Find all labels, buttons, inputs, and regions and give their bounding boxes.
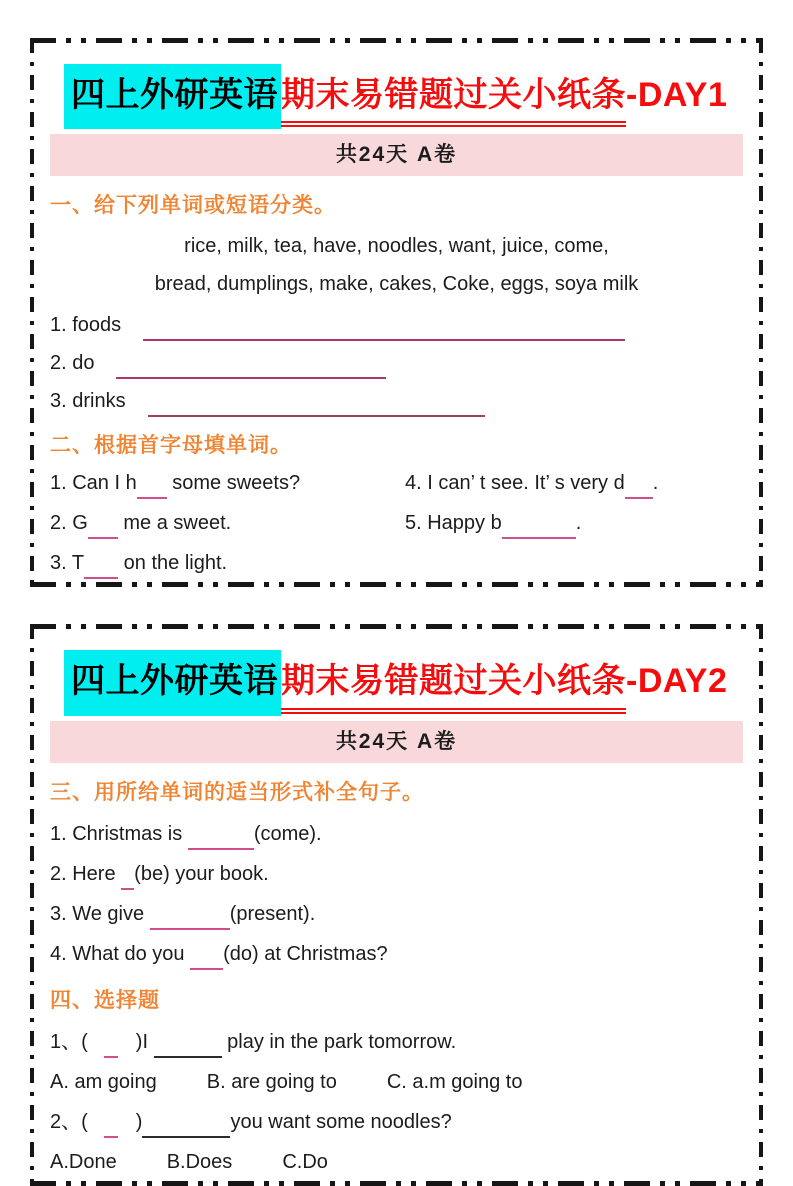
classify-item-drinks: [50, 383, 743, 421]
question-4: [405, 463, 743, 503]
sentence-2: [50, 854, 743, 894]
text-run: you want some noodles?: [230, 1110, 452, 1133]
title-underlined-part: 期末易错题过关小纸条: [281, 657, 626, 713]
blank-line: [188, 832, 254, 850]
title-highlight: 四上外研英语: [64, 650, 281, 715]
text-run: some sweets?: [166, 472, 301, 495]
blank-line: [104, 1120, 118, 1138]
classify-item-foods: [50, 307, 743, 345]
section-two-heading: 二、根据首字母填单词。: [50, 434, 292, 458]
first-letter-right-column: [405, 463, 743, 583]
mcq-option: B.Does: [166, 1150, 233, 1173]
text-run: 1、(: [50, 1030, 88, 1053]
blank-line: [148, 401, 485, 417]
text-run: .: [575, 512, 582, 535]
blank-line: [190, 952, 223, 970]
worksheet-title-day1: [64, 64, 743, 129]
worksheet-title-day2: [64, 650, 743, 715]
blank-line: [84, 561, 118, 579]
text-run: 5. Happy b: [405, 512, 502, 535]
text-run: 4. What do you: [50, 942, 191, 965]
card-border-top: [30, 624, 763, 629]
first-letter-left-column: [50, 463, 405, 583]
card-border-right: [759, 624, 763, 1185]
sentence-4: [50, 934, 743, 974]
text-run: 1. Can I h: [50, 472, 137, 495]
text-run: 2. G: [50, 512, 88, 535]
text-run: (present).: [229, 902, 316, 925]
word-bank: [50, 227, 743, 303]
sentence-3: [50, 894, 743, 934]
text-run: .: [652, 472, 659, 495]
card-border-left: [30, 38, 34, 587]
classify-item-do: [50, 345, 743, 383]
blank-line: [143, 325, 625, 341]
banner-volume-label: 共24天 A卷: [50, 134, 743, 176]
word-form-items: [50, 814, 743, 974]
text-run: )I: [135, 1030, 154, 1053]
card-border-left: [30, 624, 34, 1185]
text-run: me a sweet.: [117, 512, 232, 535]
title-day-suffix: -DAY2: [626, 662, 728, 701]
card-border-bottom: [30, 1181, 763, 1186]
mcq-option: B. are going to: [206, 1070, 337, 1093]
blank-line: [154, 1040, 222, 1058]
mcq-option: A. am going: [50, 1070, 157, 1093]
worksheet-card-day2: [30, 624, 763, 1185]
blank-line: [625, 481, 653, 499]
blank-line: [137, 481, 167, 499]
text-run: 3. T: [50, 552, 85, 575]
multiple-choice-items: [50, 1022, 743, 1182]
question-2: [50, 503, 405, 543]
blank-line: [502, 521, 576, 539]
blank-line: [150, 912, 230, 930]
mcq-options-1: [50, 1062, 743, 1102]
blank-line: [116, 363, 386, 379]
text-run: 2. do: [50, 352, 95, 375]
question-3: [50, 543, 405, 583]
text-run: 1. Christmas is: [50, 822, 188, 845]
text-run: 2. Here: [50, 862, 122, 885]
text-run: play in the park tomorrow.: [221, 1030, 457, 1053]
text-run: on the light.: [118, 552, 228, 575]
mcq-option: C.Do: [282, 1150, 328, 1173]
text-run: 3. drinks: [50, 390, 126, 413]
card-border-bottom: [30, 582, 763, 587]
card-border-top: [30, 38, 763, 43]
word-bank-line-1: rice, milk, tea, have, noodles, want, juice, come,: [184, 235, 609, 258]
blank-line: [121, 872, 134, 890]
classify-items: [50, 307, 743, 421]
mcq-option: C. a.m going to: [386, 1070, 523, 1093]
section-four-heading: 四、选择题: [50, 988, 160, 1012]
word-bank-line-2: bread, dumplings, make, cakes, Coke, eggs, soya milk: [154, 273, 639, 296]
blank-line: [104, 1040, 118, 1058]
mcq-options-2: [50, 1142, 743, 1182]
banner-volume-label: 共24天 A卷: [50, 721, 743, 763]
mcq-option: A.Done: [50, 1150, 117, 1173]
text-run: 1. foods: [50, 314, 122, 337]
first-letter-exercise: [50, 463, 743, 583]
title-highlight: 四上外研英语: [64, 64, 281, 129]
title-day-suffix: -DAY1: [626, 76, 728, 114]
text-run: 2、(: [50, 1110, 88, 1133]
text-run: ): [135, 1110, 143, 1133]
text-run: 3. We give: [50, 902, 150, 925]
card-border-right: [759, 38, 763, 587]
section-three-heading: 三、用所给单词的适当形式补全句子。: [50, 780, 424, 804]
question-1: [50, 463, 405, 503]
question-5: [405, 503, 743, 543]
mcq-question-1: [50, 1022, 743, 1062]
text-run: 4. I can’ t see. It’ s very d: [405, 472, 625, 495]
blank-line: [142, 1120, 230, 1138]
blank-line: [88, 521, 118, 539]
worksheet-card-day1: [30, 38, 763, 587]
text-run: (be) your book.: [134, 862, 269, 885]
title-underlined-part: 期末易错题过关小纸条: [281, 71, 626, 127]
section-one-heading: 一、给下列单词或短语分类。: [50, 194, 336, 218]
text-run: (come).: [253, 822, 322, 845]
text-run: (do) at Christmas?: [223, 942, 388, 965]
sentence-1: [50, 814, 743, 854]
